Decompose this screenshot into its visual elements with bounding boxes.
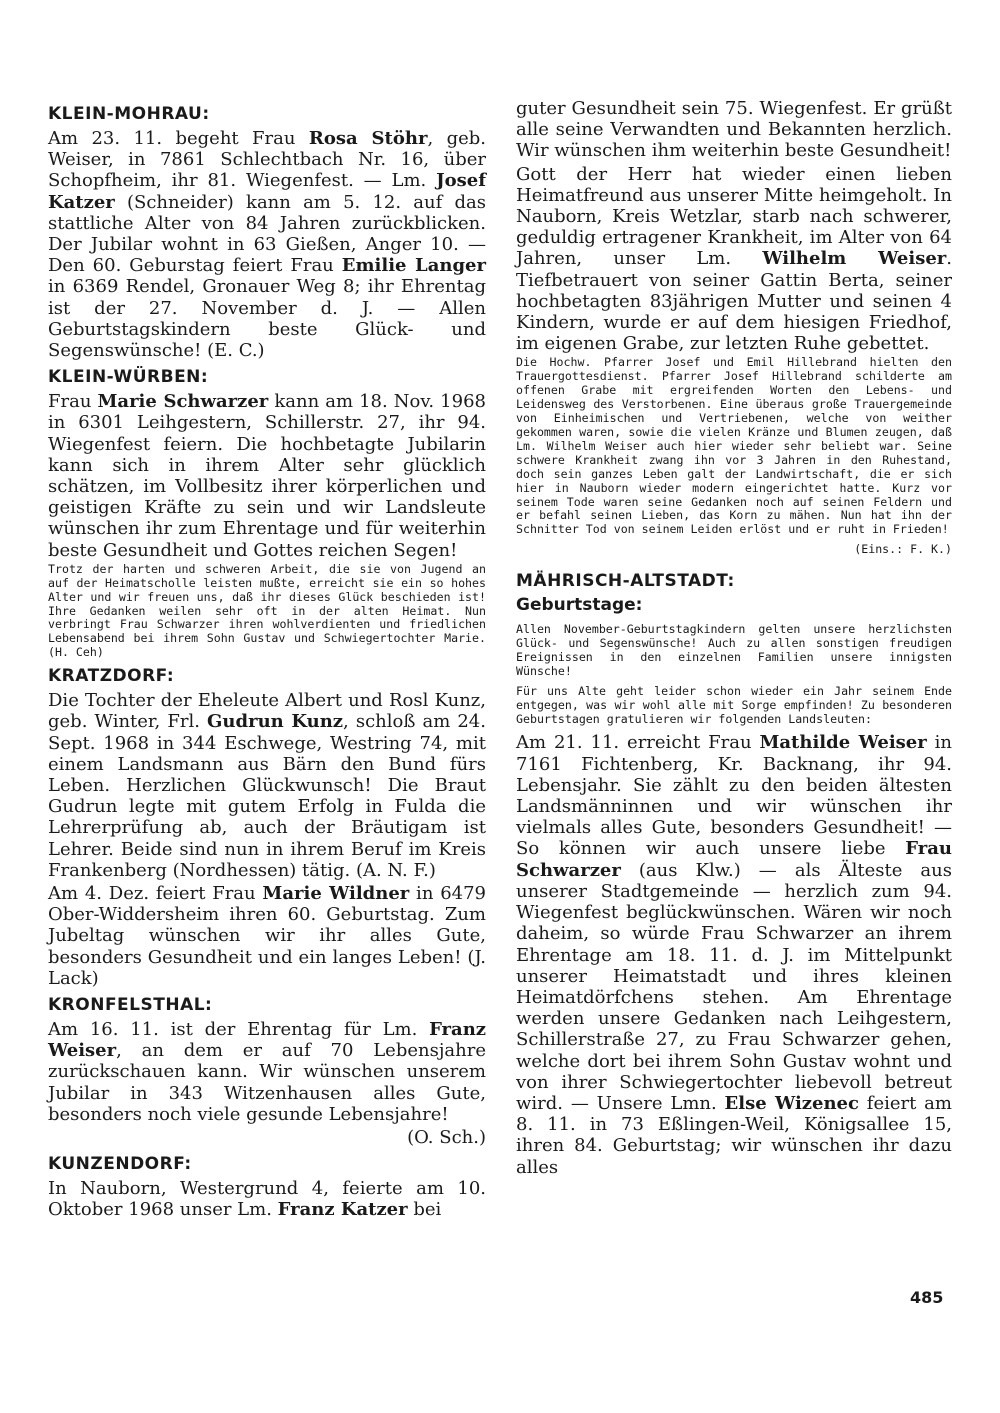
obituary-signature: (Eins.: F. K.) xyxy=(854,542,952,557)
obituary-smallprint: Die Hochw. Pfarrer Josef und Emil Hillebrand hielten den Trauergottesdienst. Pfarrer Josef Hillebrand schilderte am offenen Grabe mit ergreifenden Worten den Lebens- und Leidensweg des Verstorbenen. Eine überaus große Trauergemeinde von Einheimischen und Vertriebenen, welche von weither gekommen waren, sowie die vielen Kränze und Blumen zeugen, daß Lm. Wilhelm Weiser auch hier wieder sehr beliebt war. Seine schwere Krankheit zwang ihn vor 3 Jahren in den Ruhestand, doch sein ganzes Leben galt der Landwirtschaft, die er sich hier in Nauborn wieder modern eingerichtet hatte. Kurz vor seinem Tode waren seine Gedanken noch auf seinen Feldern und er befahl seinen Lieben, das Korn zu mähen. Nun hat ihn der Schnitter Tod von seinem Leiden erlöst und er ruht in Frieden! xyxy=(516,355,952,537)
page-number: 485 xyxy=(910,1288,944,1307)
heading-maehrisch-altstadt: MÄHRISCH-ALTSTADT: xyxy=(516,571,735,592)
heading-klein-wuerben: KLEIN-WÜRBEN: xyxy=(48,367,209,388)
heading-kratzdorf: KRATZDORF: xyxy=(48,666,175,687)
kronfelsthal-paragraph: Am 16. 11. ist der Ehrentag für Lm. Franz Weiser, an dem er auf 70 Lebensjahre zurückschauen kann. Wir wünschen unserem Jubilar in 343 Witzenhausen alles Gute, besonders noch viele gesunde Lebensjahre! xyxy=(48,1019,486,1125)
geburtstage-smallprint-1: Allen November-Geburtstagkindern gelten unsere herzlichsten Glück- und Segenswünsche! Auch zu allen sonstigen freudigen Ereignissen in den einzelnen Familien unsere innigsten Wünsche! xyxy=(516,622,952,678)
klein-wuerben-paragraph: Frau Marie Schwarzer kann am 18. Nov. 1968 in 6301 Leihgestern, Schillerstr. 27, ihr 94. Wiegenfest feiern. Die hochbetagte Jubilarin kann sich in ihrem Alter sehr glücklich schätzen, im Vollbesitz ihrer körperlichen und geistigen Kräfte zu sein und wir Landsleute wünschen ihr zum Ehrentage und für weiterhin beste Gesundheit und Gottes reichen Segen! xyxy=(48,391,486,561)
right-column xyxy=(516,98,952,1180)
left-column xyxy=(48,98,486,1223)
kunzendorf-paragraph: In Nauborn, Westergrund 4, feierte am 10. Oktober 1968 unser Lm. Franz Katzer bei xyxy=(48,1178,486,1221)
kratzdorf-paragraph-2: Am 4. Dez. feiert Frau Marie Wildner in 6479 Ober-Widdersheim ihren 60. Geburtstag. Zum Jubeltag wünschen wir ihr alles Gute, besonders Gesundheit und ein langes Leben! (J. Lack) xyxy=(48,883,486,989)
maehrisch-altstadt-paragraph: Am 21. 11. erreicht Frau Mathilde Weiser in 7161 Fichtenberg, Kr. Backnang, ihr 94. Lebensjahr. Sie zählt zu den beiden ältesten Landsmänninnen und wir wünschen ihr vielmals alles Gute, besonders Gesundheit! — So können wir auch unsere liebe Frau Schwarzer (aus Klw.) — als Älteste aus unserer Stadtgemeinde — herzlich zum 94. Wiegenfest beglückwünschen. Wären wir noch daheim, so würde Frau Schwarzer an ihrem Ehrentage am 18. 11. d. J. im Mittelpunkt unserer Heimatstadt und ihres kleinen Heimatdörfchens stehen. Am Ehrentage werden unsere Gedanken nach Leihgestern, Schillerstraße 27, zu Frau Schwarzer gehen, welche dort bei ihrem Sohn Gustav wohnt und von ihrer Schwiegertochter liebevoll betreut wird. — Unsere Lmn. Else Wizenec feiert am 8. 11. in 73 Eßlingen-Weil, Königsallee 15, ihren 84. Geburtstag; wir wünschen ihr dazu alles xyxy=(516,732,952,1178)
kratzdorf-paragraph-1: Die Tochter der Eheleute Albert und Rosl Kunz, geb. Winter, Frl. Gudrun Kunz, schloß am 24. Sept. 1968 in 344 Eschwege, Westring 74, mit einem Landsmann aus Bärn den Bund fürs Leben. Herzlichen Glückwunsch! Die Braut Gudrun legte mit gutem Erfolg in Fulda die Lehrerprüfung ab, auch der Bräutigam ist Lehrer. Beide sind nun in ihrem Beruf im Kreis Frankenberg (Nordhessen) tätig. (A. N. F.) xyxy=(48,690,486,881)
klein-mohrau-paragraph: Am 23. 11. begeht Frau Rosa Stöhr, geb. Weiser, in 7861 Schlechtbach Nr. 16, über Schopfheim, ihr 81. Wiegenfest. — Lm. Josef Katzer (Schneider) kann am 5. 12. auf das stattliche Alter von 84 Jahren zurückblicken. Der Jubilar wohnt in 63 Gießen, Anger 10. — Den 60. Geburstag feiert Frau Emilie Langer in 6369 Rendel, Gronauer Weg 8; ihr Ehrentag ist der 27. November d. J. — Allen Geburtstagskindern beste Glück- und Segenswünsche! (E. C.) xyxy=(48,128,486,362)
klein-wuerben-smallprint: Trotz der harten und schweren Arbeit, die sie von Jugend an auf der Heimatscholle leisten mußte, erreicht sie ein so hohes Alter und wir freuen uns, daß ihr dieses Glück beschieden ist! Ihre Gedanken weilen sehr oft in der alten Heimat. Nun verbringt Frau Schwarzer ihren wohlverdienten und friedlichen Lebensabend bei ihrem Sohn Gustav und Schwiegertochter Marie. (H. Ceh) xyxy=(48,561,486,660)
geburtstage-smallprint-2: Für uns Alte geht leider schon wieder ein Jahr seinem Ende entgegen, was wir wohl alle mit Sorge empfinden! Zu besonderen Geburtstagen gratulieren wir folgenden Landsleuten: xyxy=(516,683,952,726)
kronfelsthal-signature: (O. Sch.) xyxy=(407,1127,486,1149)
heading-kunzendorf: KUNZENDORF: xyxy=(48,1154,192,1175)
continued-paragraph: guter Gesundheit sein 75. Wiegenfest. Er grüßt alle seine Verwandten und Bekannten herzlich. Wir wünschen ihm weiterhin beste Gesundheit! xyxy=(516,98,952,162)
heading-kronfelsthal: KRONFELSTHAL: xyxy=(48,995,213,1016)
obituary-paragraph: Gott der Herr hat wieder einen lieben Heimatfreund aus unserer Mitte heimgeholt. In Nauborn, Kreis Wetzlar, starb nach schwerer, geduldig ertragener Krankheit, im Alter von 64 Jahren, unser Lm. Wilhelm Weiser. Tiefbetrauert von seiner Gattin Berta, seiner hochbetagten 83jährigen Mutter und seinen 4 Kindern, wurde er auf dem hiesigen Friedhof, im eigenen Grabe, zur letzten Ruhe gebettet. xyxy=(516,163,952,355)
heading-klein-mohrau: KLEIN-MOHRAU: xyxy=(48,104,210,124)
subheading-geburtstage: Geburtstage: xyxy=(516,595,643,616)
